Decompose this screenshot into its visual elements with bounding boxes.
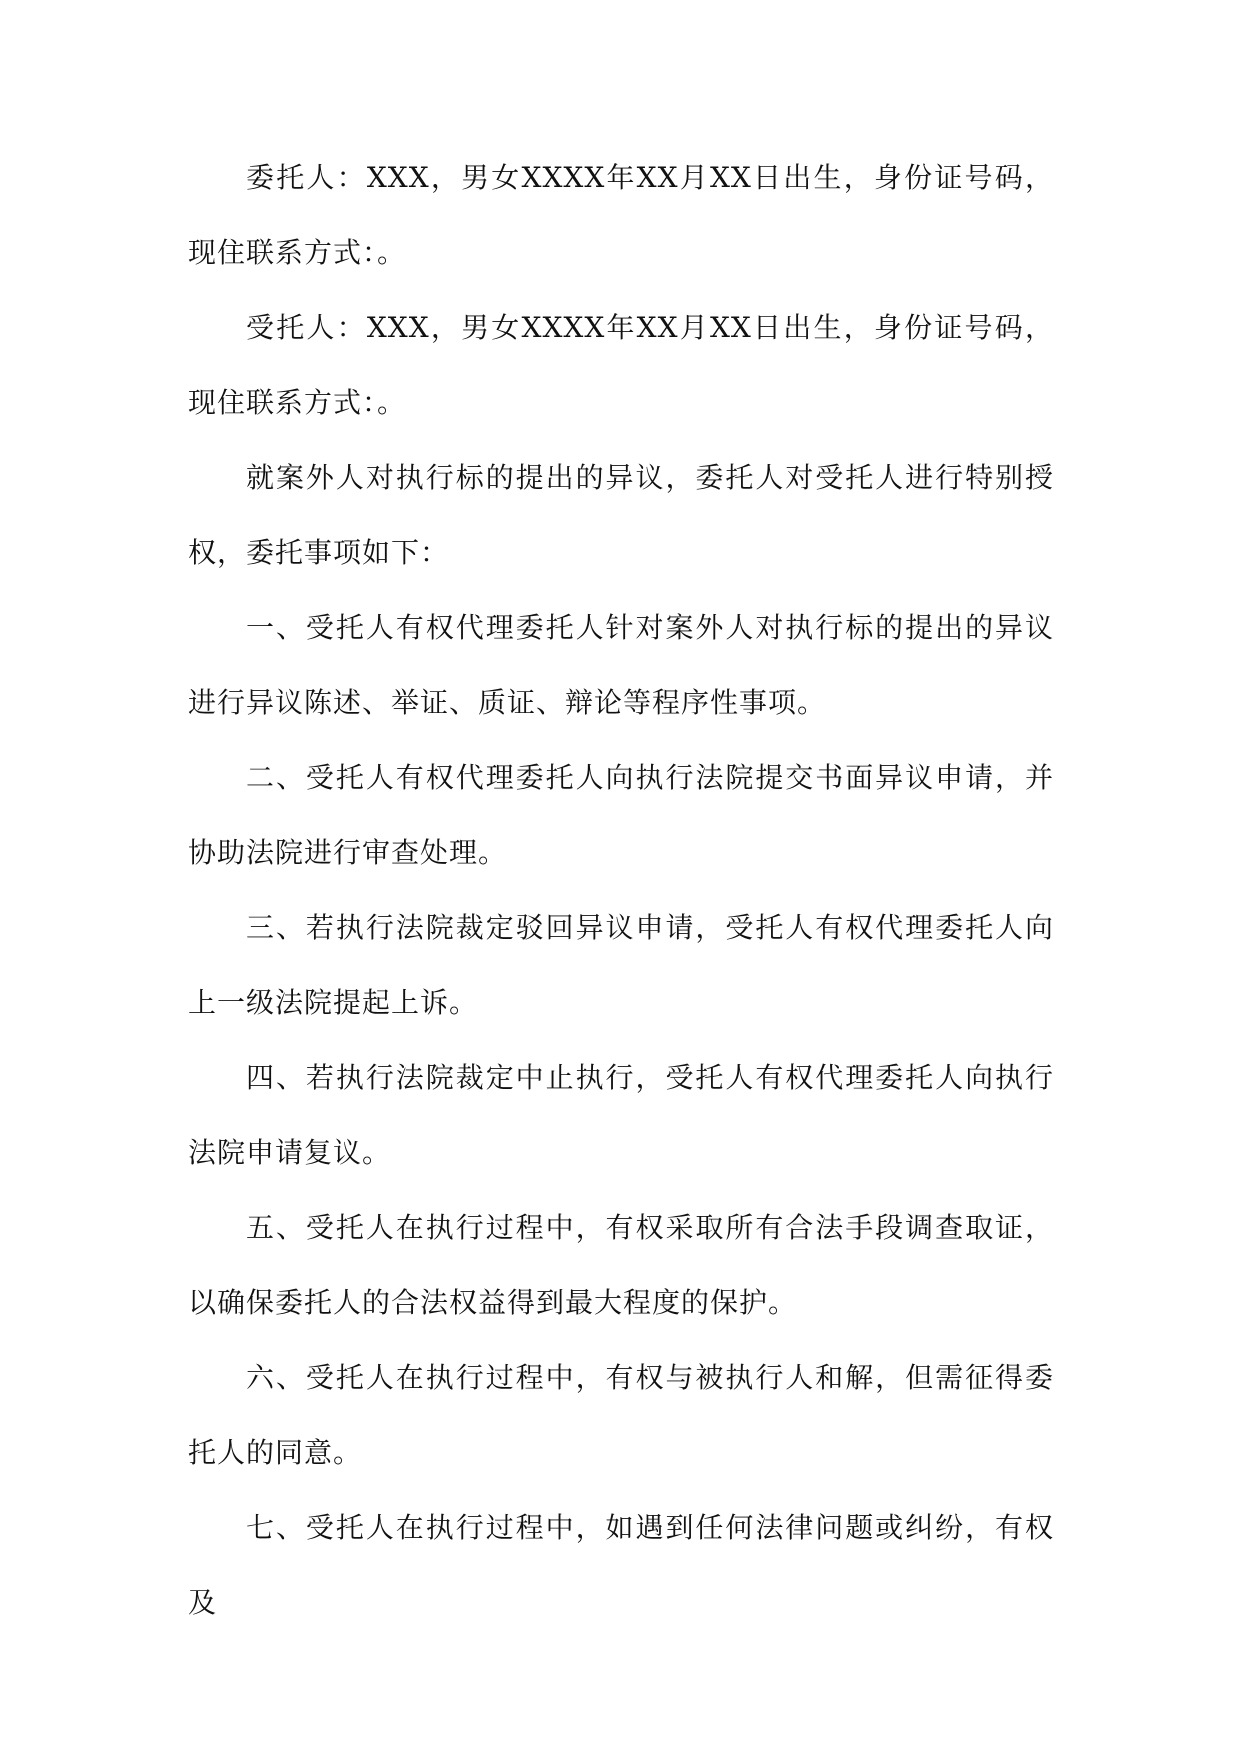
paragraph-item-1: 一、受托人有权代理委托人针对案外人对执行标的提出的异议进行异议陈述、举证、质证、辩论等程序性事项。 bbox=[188, 611, 1054, 719]
document-body bbox=[188, 140, 1054, 1640]
paragraph-item-4: 四、若执行法院裁定中止执行，受托人有权代理委托人向执行法院申请复议。 bbox=[188, 1061, 1054, 1169]
paragraph-item-7: 七、受托人在执行过程中，如遇到任何法律问题或纠纷，有权及 bbox=[188, 1511, 1054, 1619]
paragraph-authorization-intro: 就案外人对执行标的提出的异议，委托人对受托人进行特别授权，委托事项如下： bbox=[188, 461, 1054, 569]
paragraph-item-2: 二、受托人有权代理委托人向执行法院提交书面异议申请，并协助法院进行审查处理。 bbox=[188, 761, 1054, 869]
paragraph-item-5: 五、受托人在执行过程中，有权采取所有合法手段调查取证，以确保委托人的合法权益得到最大程度的保护。 bbox=[188, 1211, 1054, 1319]
paragraph-item-3: 三、若执行法院裁定驳回异议申请，受托人有权代理委托人向上一级法院提起上诉。 bbox=[188, 911, 1054, 1019]
paragraph-agent: 受托人：XXX，男女XXXX年XX月XX日出生，身份证号码，现住联系方式：。 bbox=[188, 311, 1054, 419]
paragraph-principal: 委托人：XXX，男女XXXX年XX月XX日出生，身份证号码，现住联系方式：。 bbox=[188, 161, 1054, 269]
paragraph-item-6: 六、受托人在执行过程中，有权与被执行人和解，但需征得委托人的同意。 bbox=[188, 1361, 1054, 1469]
